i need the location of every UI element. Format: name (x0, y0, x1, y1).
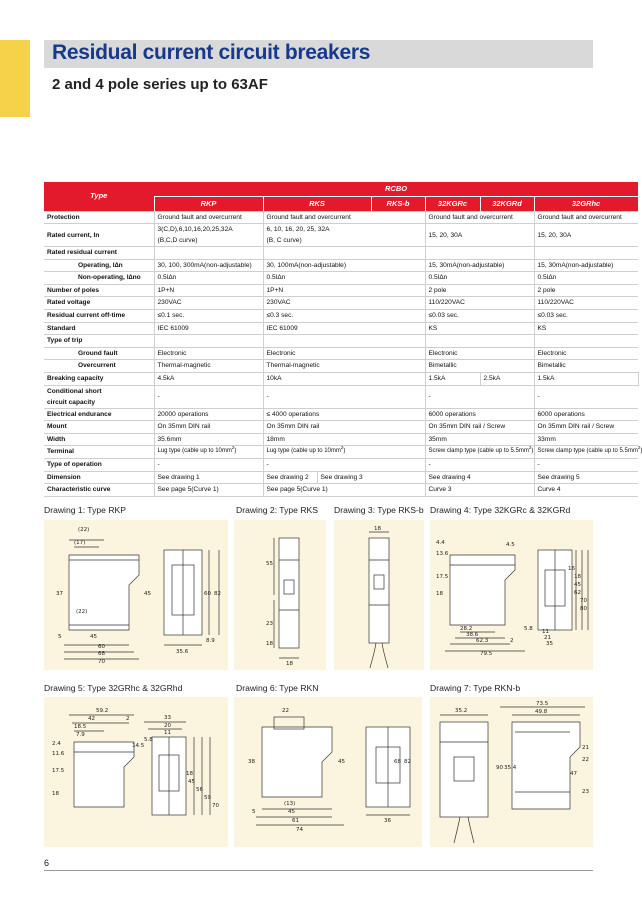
dim-label: 79.5 (480, 651, 493, 657)
table-row (44, 484, 638, 497)
table-row (44, 421, 638, 434)
cell-text: ) (343, 448, 346, 455)
table-cell: See drawing 2 (263, 471, 317, 484)
table-cell: Thermal-magnetic (154, 360, 263, 373)
dim-label: 36 (384, 818, 391, 824)
table-cell: ≤0.3 sec. (263, 310, 425, 323)
table-cell: 1.5kA (534, 373, 638, 386)
dim-label: 21 (544, 635, 551, 641)
dim-label: 70 (212, 803, 219, 809)
table-cell: IEC 61009 (263, 322, 425, 335)
table-cell: 6000 operations (425, 408, 534, 421)
table-row (44, 272, 638, 285)
row-label: Type of trip (44, 335, 154, 348)
table-cell: 20000 operations (154, 408, 263, 421)
type-header: Type (44, 182, 154, 211)
table-cell: Electronic (425, 347, 534, 360)
table-cell (425, 446, 534, 459)
table-cell: 0.5I∆n (534, 272, 638, 285)
dim-label: 7.9 (76, 732, 85, 738)
dim-label: 18 (52, 791, 59, 797)
drawing-6-svg (234, 697, 422, 847)
table-cell: - (263, 459, 425, 472)
dim-label: 4.5 (506, 542, 515, 548)
dim-label: 49.8 (535, 709, 548, 715)
dim-label: 18 (286, 661, 293, 667)
cell-text: Screw clamp type (cable up to 5.5mm (537, 448, 638, 455)
table-row (44, 310, 638, 323)
dim-label: 42 (88, 716, 95, 722)
cell-text: ) (531, 448, 534, 455)
dim-label: 60 (204, 591, 211, 597)
table-cell: Curve 3 (425, 484, 534, 497)
table-cell: Electronic (154, 347, 263, 360)
dim-label: 38 (248, 759, 255, 765)
table-cell (263, 224, 425, 247)
dim-label: 35.2 (455, 708, 468, 714)
drawing-3-panel (334, 520, 424, 670)
table-cell (154, 247, 263, 260)
model-header: 32KGRd (480, 196, 534, 211)
table-cell (534, 247, 638, 260)
dim-label: 35.6 (176, 649, 189, 655)
table-cell: See page 5(Curve 1) (154, 484, 263, 497)
drawing-7-panel (430, 697, 593, 847)
dim-label: 33 (164, 715, 171, 721)
dim-label: 47 (570, 771, 577, 777)
table-cell: 0.5I∆n (263, 272, 425, 285)
row-label: Mount (44, 421, 154, 434)
model-header: RKS-b (371, 196, 425, 211)
drawing-5-panel (44, 697, 228, 847)
dim-label: 22 (582, 757, 589, 763)
row-label-line: Conditional short (47, 387, 102, 395)
drawing-4-panel (430, 520, 593, 670)
table-cell: - (263, 385, 425, 408)
drawing-2-title: Drawing 2: Type RKS (236, 505, 318, 515)
table-cell: IEC 61009 (154, 322, 263, 335)
row-label: Number of poles (44, 284, 154, 297)
table-cell: Electronic (263, 347, 425, 360)
row-label: Terminal (44, 446, 154, 459)
table-cell: 1P+N (154, 284, 263, 297)
dim-label: 59.2 (96, 708, 109, 714)
dim-label: 14.5 (132, 743, 145, 749)
dim-label: 5.8 (144, 737, 153, 743)
dim-label: 4.4 (436, 540, 445, 546)
dim-label: 90 (496, 765, 503, 771)
row-label: Rated residual current (44, 247, 154, 260)
dim-label: 68 (98, 651, 105, 657)
dim-label: 17.5 (436, 574, 449, 580)
table-row (44, 224, 638, 247)
table-cell: 15, 30mA(non-adjustable) (425, 259, 534, 272)
table-cell: On 35mm DIN rail (263, 421, 425, 434)
table-cell: ≤0.03 sec. (425, 310, 534, 323)
table-cell (425, 335, 534, 348)
spec-table-body (44, 211, 641, 496)
cell-line: 6, 10, 16, 20, 25, 32A (266, 226, 330, 234)
table-cell: - (425, 459, 534, 472)
table-cell: Ground fault and overcurrent (425, 211, 534, 224)
cell-line: (B,C,D curve) (157, 237, 198, 245)
table-row (44, 284, 638, 297)
dim-label: 61 (292, 818, 299, 824)
table-row (44, 446, 638, 459)
dim-label: 45 (574, 582, 581, 588)
dim-label: 20 (164, 723, 171, 729)
drawing-7-svg (430, 697, 593, 847)
table-cell: KS (534, 322, 638, 335)
table-cell: Thermal-magnetic (263, 360, 425, 373)
dim-label: 45 (90, 634, 97, 640)
dim-label: (17) (74, 540, 86, 546)
dim-label: 5 (252, 809, 256, 815)
dim-label: 2.4 (52, 741, 61, 747)
cell-text: Lug type (cable up to 10mm (266, 448, 341, 455)
drawing-7-title: Drawing 7: Type RKN-b (430, 683, 521, 693)
table-row (44, 247, 638, 260)
table-cell: 6000 operations (534, 408, 638, 421)
superscript: 2 (637, 445, 641, 451)
table-cell: 1P+N (263, 284, 425, 297)
table-cell: Ground fault and overcurrent (534, 211, 638, 224)
dim-label: 38.6 (466, 632, 479, 638)
table-row (44, 360, 638, 373)
dim-label: 37 (56, 591, 63, 597)
dim-label: 45 (338, 759, 345, 765)
cell-text: ) (234, 448, 237, 455)
dim-label: 5.8 (524, 626, 533, 632)
table-cell: ≤0.1 sec. (154, 310, 263, 323)
row-label: Type of operation (44, 459, 154, 472)
table-cell (534, 335, 638, 348)
cell-line: 3(C,D),6,10,16,20,25,32A (157, 226, 233, 234)
dim-label: 23 (266, 621, 273, 627)
spec-table (44, 182, 641, 497)
row-label: Residual current off-time (44, 310, 154, 323)
dim-label: 82 (404, 759, 411, 765)
drawing-3-title: Drawing 3: Type RKS-b (334, 505, 424, 515)
dim-label: 18 (374, 526, 381, 532)
dim-label: 18 (266, 641, 273, 647)
row-label: Width (44, 433, 154, 446)
table-cell: 1.5kA (425, 373, 480, 386)
dim-label: 17.5 (52, 768, 65, 774)
dim-label: 82 (214, 591, 221, 597)
dim-label: 74 (296, 827, 303, 833)
table-cell: 18mm (263, 433, 425, 446)
cell-line: 15, 20, 30A (537, 231, 572, 239)
footer-rule (44, 870, 593, 871)
row-label: Ground fault (44, 347, 154, 360)
table-cell: 2 pole (534, 284, 638, 297)
table-cell: - (534, 459, 638, 472)
dim-label: 45 (288, 809, 295, 815)
table-cell: KS (425, 322, 534, 335)
table-cell: See drawing 5 (534, 471, 638, 484)
table-cell (425, 247, 534, 260)
row-label (44, 385, 154, 408)
dim-label: 18 (186, 771, 193, 777)
table-cell: Bimetallic (425, 360, 534, 373)
table-cell (534, 224, 638, 247)
table-cell: See page 5(Curve 1) (263, 484, 425, 497)
table-cell: Curve 4 (534, 484, 638, 497)
table-cell: 10kA (263, 373, 425, 386)
section-tab (0, 40, 30, 117)
dim-label: 62 (574, 590, 581, 596)
page-title: Residual current circuit breakers (52, 41, 371, 64)
table-cell (534, 445, 641, 459)
drawing-6-title: Drawing 6: Type RKN (236, 683, 319, 693)
rcbo-header: RCBO (154, 182, 638, 196)
table-row (44, 433, 638, 446)
row-label: Protection (44, 211, 154, 224)
dim-label: 16 (568, 566, 575, 572)
cell-text: Lug type (cable up to 10mm (157, 448, 232, 455)
table-row (44, 211, 638, 224)
cell-line: 15, 20, 30A (428, 231, 463, 239)
table-cell: 230VAC (154, 297, 263, 310)
dim-label: 56 (196, 787, 203, 793)
dim-label: 60 (98, 644, 105, 650)
table-cell (154, 335, 263, 348)
drawing-4-title: Drawing 4: Type 32KGRc & 32KGRd (430, 505, 571, 515)
row-label: Rated voltage (44, 297, 154, 310)
table-cell: 110/220VAC (534, 297, 638, 310)
dim-label: 11 (164, 730, 171, 736)
table-cell: 35.6mm (154, 433, 263, 446)
table-cell: - (154, 385, 263, 408)
model-header: 32GRhc (534, 196, 638, 211)
dim-label: 2 (126, 716, 130, 722)
table-row (44, 297, 638, 310)
dim-label: 18 (574, 574, 581, 580)
table-cell: 2.5kA (480, 373, 534, 386)
table-cell: On 35mm DIN rail / Screw (425, 421, 534, 434)
dim-label: 2 (510, 638, 514, 644)
row-label: Rated current, In (44, 224, 154, 247)
dim-label: 55 (266, 561, 273, 567)
dim-label: 73.5 (536, 701, 549, 707)
drawing-1-title: Drawing 1: Type RKP (44, 505, 126, 515)
dim-label: 35.4 (504, 765, 517, 771)
dim-label: (22) (76, 609, 88, 615)
table-cell: 30, 100mA(non-adjustable) (263, 259, 425, 272)
table-cell: 30, 100, 300mA(non-adjustable) (154, 259, 263, 272)
drawing-4-svg (430, 520, 593, 670)
row-label: Standard (44, 322, 154, 335)
row-label: Overcurrent (44, 360, 154, 373)
table-cell (425, 224, 534, 247)
table-cell: 110/220VAC (425, 297, 534, 310)
model-header: RKS (263, 196, 371, 211)
drawing-3-svg (334, 520, 424, 670)
dim-label: 70 (580, 598, 587, 604)
drawing-5-svg (44, 697, 228, 847)
table-cell: 230VAC (263, 297, 425, 310)
dim-label: (22) (78, 527, 90, 533)
table-cell: Bimetallic (534, 360, 638, 373)
table-row (44, 408, 638, 421)
table-cell: See drawing 4 (425, 471, 534, 484)
row-label: Characteristic curve (44, 484, 154, 497)
drawing-2-panel (234, 520, 326, 670)
dim-label: 5 (58, 634, 62, 640)
table-cell: - (534, 385, 638, 408)
table-cell: 0.5I∆n (154, 272, 263, 285)
row-label: Non-operating, I∆no (44, 272, 154, 285)
dim-label: 21 (582, 745, 589, 751)
dim-label: 22 (282, 708, 289, 714)
table-cell: - (154, 459, 263, 472)
table-cell: 35mm (425, 433, 534, 446)
dim-label: 18.5 (74, 724, 87, 730)
dim-label: 18 (436, 591, 443, 597)
drawing-5-title: Drawing 5: Type 32GRhc & 32GRhd (44, 683, 183, 693)
table-cell: 2 pole (425, 284, 534, 297)
page-number: 6 (44, 858, 50, 868)
dim-label: 13.6 (436, 551, 449, 557)
row-label: Breaking capacity (44, 373, 154, 386)
dim-label: 80 (580, 606, 587, 612)
dim-label: 28.2 (460, 626, 473, 632)
drawing-1-panel (44, 520, 228, 670)
table-cell: 15, 30mA(non-adjustable) (534, 259, 638, 272)
table-cell: See drawing 3 (317, 471, 425, 484)
table-cell (154, 224, 263, 247)
drawing-6-panel (234, 697, 422, 847)
row-label-line: circuit capacity (47, 398, 96, 406)
page-subtitle: 2 and 4 pole series up to 63AF (52, 76, 268, 93)
dim-label: 62.3 (476, 638, 489, 644)
table-row (44, 335, 638, 348)
table-cell: Electronic (534, 347, 638, 360)
table-cell (263, 247, 425, 260)
dim-label: 59 (204, 795, 211, 801)
dim-label: 70 (98, 659, 105, 665)
dim-label: 35 (546, 641, 553, 647)
superscript: 2 (340, 445, 344, 451)
table-cell (263, 446, 425, 459)
row-label: Dimension (44, 471, 154, 484)
dim-label: (13) (284, 801, 296, 807)
table-row (44, 259, 638, 272)
table-cell: ≤0.03 sec. (534, 310, 638, 323)
table-row (44, 322, 638, 335)
table-cell: On 35mm DIN rail (154, 421, 263, 434)
dim-label: 68 (394, 759, 401, 765)
dim-label: 45 (188, 779, 195, 785)
table-cell (154, 446, 263, 459)
table-cell: ≤ 4000 operations (263, 408, 425, 421)
dim-label: 23 (582, 789, 589, 795)
table-row (44, 385, 638, 408)
row-label: Electrical endurance (44, 408, 154, 421)
table-cell: 33mm (534, 433, 638, 446)
dim-label: 8.9 (206, 638, 215, 644)
table-cell: - (425, 385, 534, 408)
cell-text: Screw clamp type (cable up to 5.5mm (428, 448, 529, 455)
model-header: RKP (154, 196, 263, 211)
table-row (44, 459, 638, 472)
table-cell: 4.5kA (154, 373, 263, 386)
drawing-1-svg (44, 520, 228, 670)
dim-label: 11.6 (52, 751, 65, 757)
superscript: 2 (528, 445, 532, 451)
model-header: 32KGRc (425, 196, 480, 211)
dim-label: 45 (144, 591, 151, 597)
superscript: 2 (231, 445, 235, 451)
table-cell (263, 335, 425, 348)
table-cell: On 35mm DIN rail / Screw (534, 421, 638, 434)
table-cell: Ground fault and overcurrent (263, 211, 425, 224)
table-cell: Ground fault and overcurrent (154, 211, 263, 224)
table-cell: 0.5I∆n (425, 272, 534, 285)
table-row (44, 347, 638, 360)
table-cell: See drawing 1 (154, 471, 263, 484)
table-row (44, 373, 638, 386)
dim-label: 11 (542, 629, 549, 635)
cell-line: (B, C curve) (266, 237, 302, 245)
row-label: Operating, I∆n (44, 259, 154, 272)
drawing-2-svg (234, 520, 326, 670)
table-row (44, 471, 638, 484)
